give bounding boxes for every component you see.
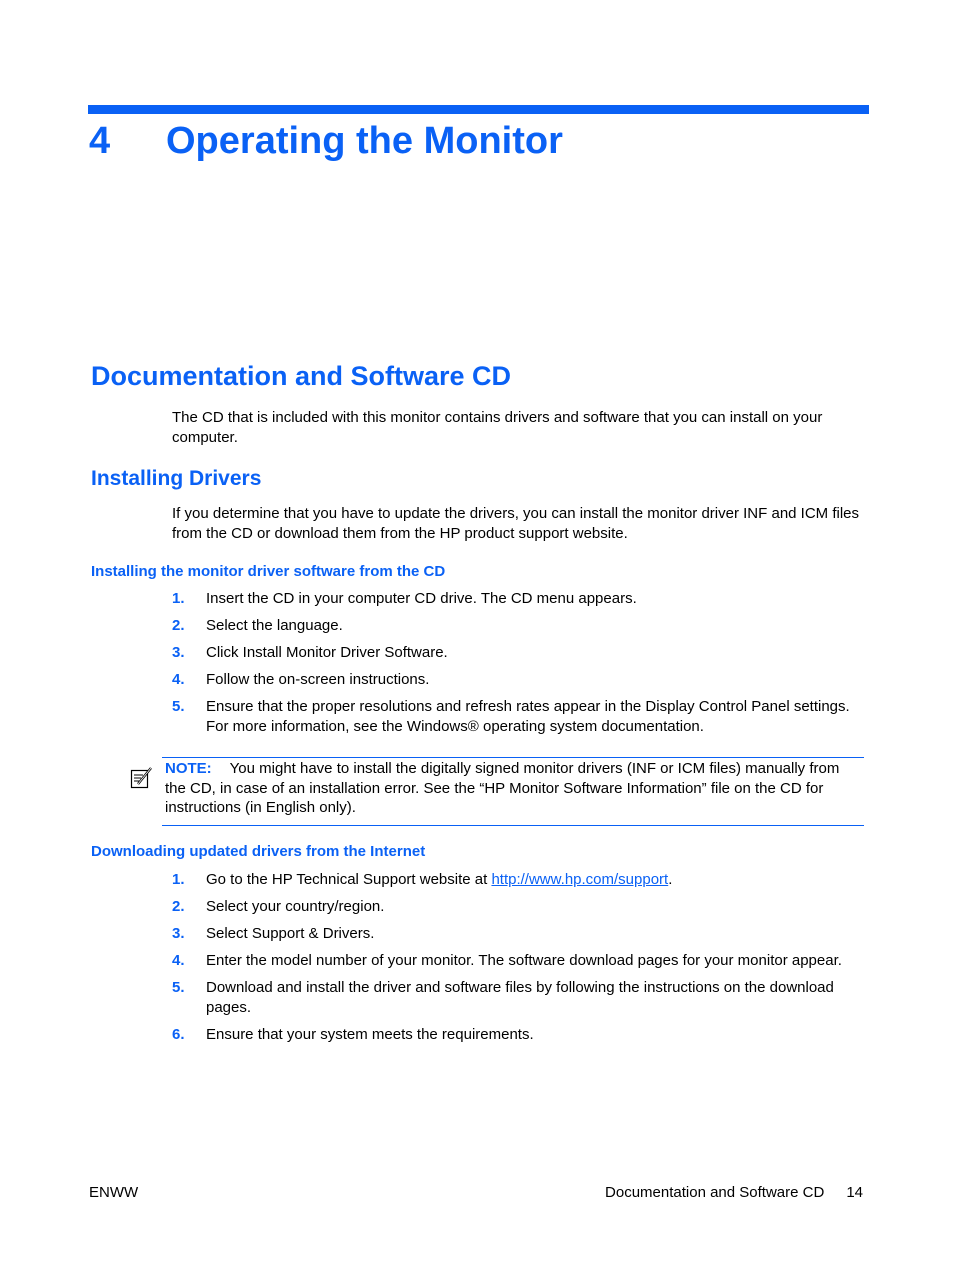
download-steps xyxy=(172,870,862,1052)
section-intro: The CD that is included with this monitor contains drivers and software that you can install on your computer. xyxy=(172,409,823,446)
chapter-title: Operating the Monitor xyxy=(166,120,563,162)
step-text: Select Support & Drivers. xyxy=(206,925,375,942)
download-title: Downloading updated drivers from the Internet xyxy=(91,843,426,860)
step-text-before-link: Go to the HP Technical Support website at xyxy=(206,871,492,888)
list-item xyxy=(172,897,862,917)
list-item xyxy=(172,870,862,890)
step-text: Follow the on-screen instructions. xyxy=(206,671,430,688)
footer-right xyxy=(605,1184,863,1201)
list-item xyxy=(172,697,862,736)
subsection-intro: If you determine that you have to update the drivers, you can install the monitor driver INF and ICM files from the CD or download them from the HP product support website. xyxy=(172,505,860,542)
hp-support-link[interactable]: http://www.hp.com/support xyxy=(491,871,669,888)
cd-install-title: Installing the monitor driver software from the CD xyxy=(91,563,446,580)
note-pencil-icon xyxy=(129,764,155,790)
step-number: 2. xyxy=(172,617,185,634)
note-text: You might have to install the digitally signed monitor drivers (INF or ICM files) manually from the CD, in case of an installation error. See the “HP Monitor Software Information” file on the CD for instructions (in English only). xyxy=(165,760,840,816)
note-box xyxy=(162,757,864,826)
page-number: 14 xyxy=(846,1184,863,1201)
chapter-rule xyxy=(88,105,869,114)
list-item xyxy=(172,616,862,636)
step-number: 6. xyxy=(172,1025,185,1043)
list-item xyxy=(172,589,862,609)
list-item xyxy=(172,670,862,690)
list-item xyxy=(172,978,862,1017)
list-item xyxy=(172,1025,862,1045)
chapter-number: 4 xyxy=(89,120,111,162)
step-number: 1. xyxy=(172,590,185,607)
cd-install-steps xyxy=(172,589,862,744)
step-number: 2. xyxy=(172,898,185,915)
step-number: 1. xyxy=(172,871,185,888)
note-label: NOTE: xyxy=(165,760,212,777)
note-text-block xyxy=(165,759,860,818)
step-number: 3. xyxy=(172,644,185,661)
step-text: Download and install the driver and software files by following the instructions on the download pages. xyxy=(206,979,834,1016)
step-text: Select your country/region. xyxy=(206,898,385,915)
footer-left: ENWW xyxy=(89,1184,139,1201)
section-title: Documentation and Software CD xyxy=(91,361,512,391)
step-text: Ensure that the proper resolutions and refresh rates appear in the Display Control Panel settings. For more information, see the Windows® operating system documentation. xyxy=(206,698,850,735)
chapter-heading xyxy=(89,120,563,163)
list-item xyxy=(172,924,862,944)
list-item xyxy=(172,951,862,971)
step-text: Click Install Monitor Driver Software. xyxy=(206,644,448,661)
subsection-title: Installing Drivers xyxy=(91,467,262,490)
step-number: 4. xyxy=(172,952,185,969)
list-item xyxy=(172,643,862,663)
step-number: 5. xyxy=(172,979,185,996)
step-number: 3. xyxy=(172,925,185,942)
step-text: Enter the model number of your monitor. The software download pages for your monitor appear. xyxy=(206,952,842,969)
footer-section-title: Documentation and Software CD xyxy=(605,1184,825,1201)
step-number: 5. xyxy=(172,698,185,715)
step-number: 4. xyxy=(172,671,185,688)
step-text: Select the language. xyxy=(206,617,343,634)
step-text: Insert the CD in your computer CD drive. The CD menu appears. xyxy=(206,590,637,607)
step-text: Ensure that your system meets the requirements. xyxy=(206,1025,534,1043)
step-text-after-link: . xyxy=(668,871,673,888)
